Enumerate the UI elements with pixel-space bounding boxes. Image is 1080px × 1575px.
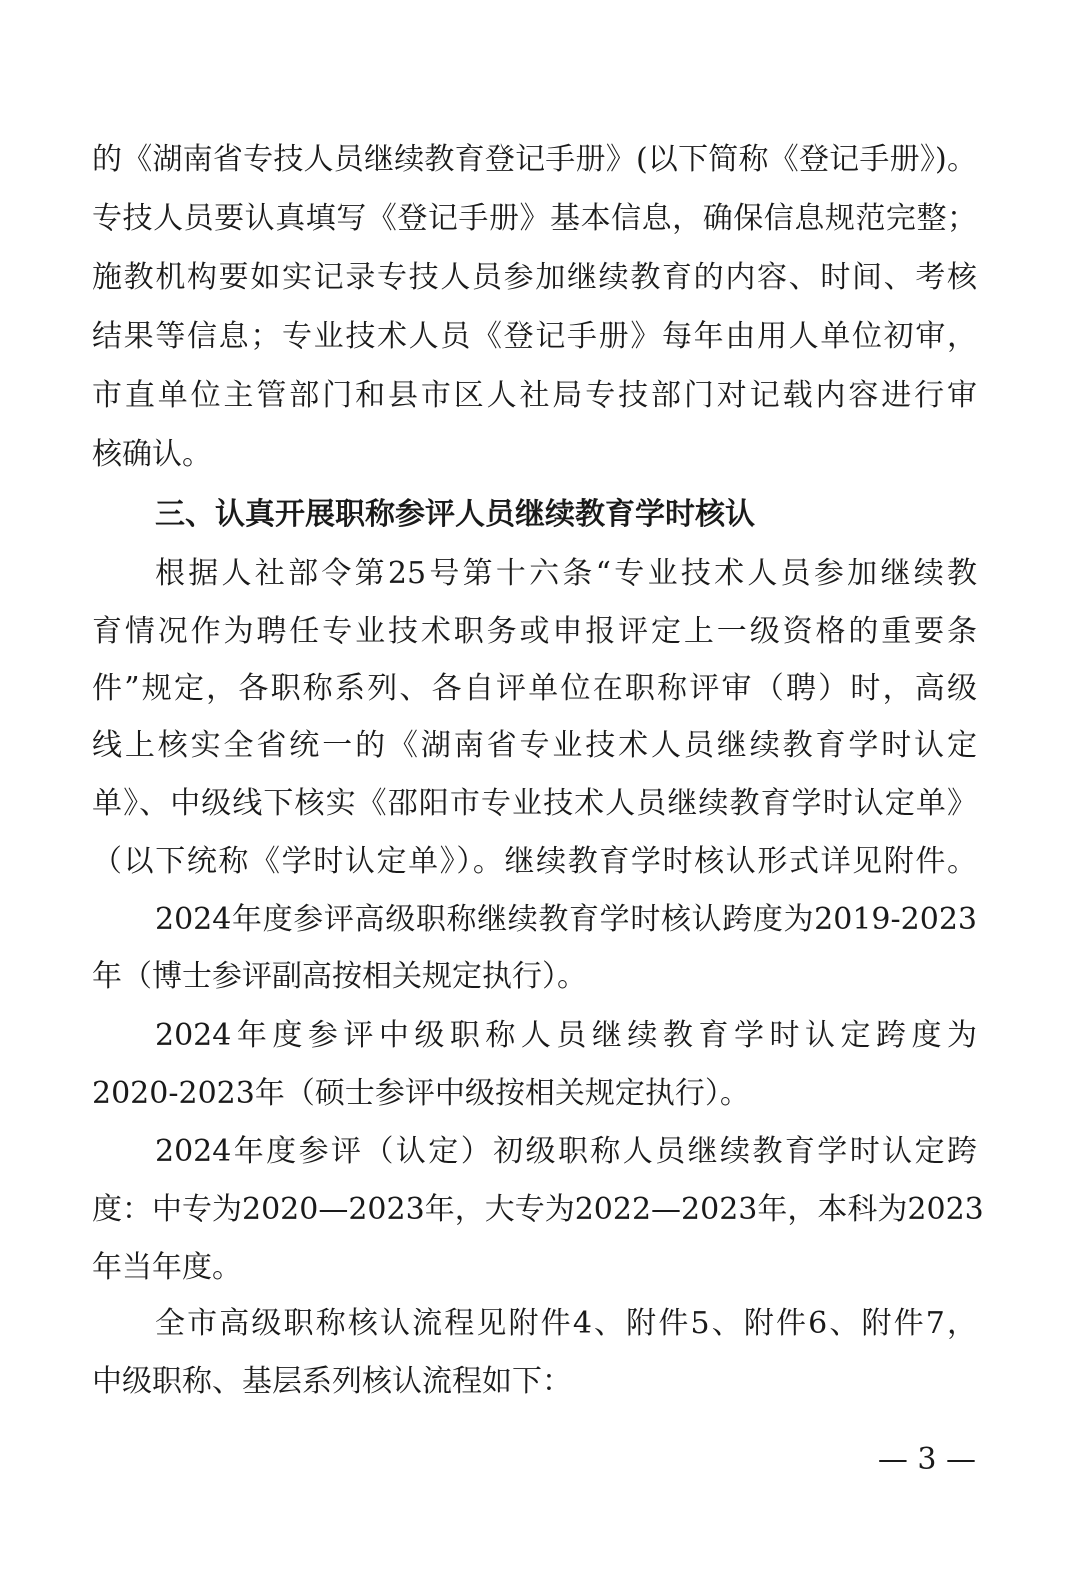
text-line: 市直单位主管部门和县市区人社局专技部门对记载内容进行审: [92, 378, 977, 413]
text-line: 年当年度。: [92, 1250, 242, 1285]
text-line: 件”规定，各职称系列、各自评单位在职称评审（聘）时，高级: [92, 671, 977, 706]
text-line: 根据人社部令第25号第十六条“专业技术人员参加继续教: [155, 556, 977, 591]
text-line: 度：中专为2020—2023年，大专为2022—2023年，本科为2023: [92, 1192, 984, 1227]
text-line: 2020-2023年（硕士参评中级按相关规定执行）。: [92, 1076, 750, 1111]
text-line: 线上核实全省统一的《湖南省专业技术人员继续教育学时认定: [92, 728, 977, 763]
text-line: 2024年度参评中级职称人员继续教育学时认定跨度为: [155, 1018, 977, 1053]
page-number: — 3 —: [877, 1442, 976, 1477]
text-line: 年（博士参评副高按相关规定执行）。: [92, 959, 587, 994]
text-line: 结果等信息；专业技术人员《登记手册》每年由用人单位初审，: [92, 319, 977, 354]
text-line: 施教机构要如实记录专技人员参加继续教育的内容、时间、考核: [92, 260, 977, 295]
text-line: 核确认。: [92, 437, 212, 472]
section-heading: 三、认真开展职称参评人员继续教育学时核认: [155, 497, 755, 532]
text-line: （以下统称《学时认定单》）。继续教育学时核认形式详见附件。: [92, 844, 977, 879]
text-line: 单》、中级线下核实《邵阳市专业技术人员继续教育学时认定单》: [92, 786, 977, 821]
text-line: 的《湖南省专技人员继续教育登记手册》(以下简称《登记手册》)。: [92, 142, 977, 177]
text-line: 中级职称、基层系列核认流程如下：: [92, 1364, 572, 1399]
text-line: 全市高级职称核认流程见附件4、附件5、附件6、附件7，: [155, 1306, 977, 1341]
text-line: 2024年度参评（认定）初级职称人员继续教育学时认定跨: [155, 1134, 977, 1169]
text-line: 2024年度参评高级职称继续教育学时核认跨度为2019-2023: [155, 902, 977, 937]
text-line: 育情况作为聘任专业技术职务或申报评定上一级资格的重要条: [92, 614, 977, 649]
text-line: 专技人员要认真填写《登记手册》基本信息，确保信息规范完整；: [92, 201, 977, 236]
